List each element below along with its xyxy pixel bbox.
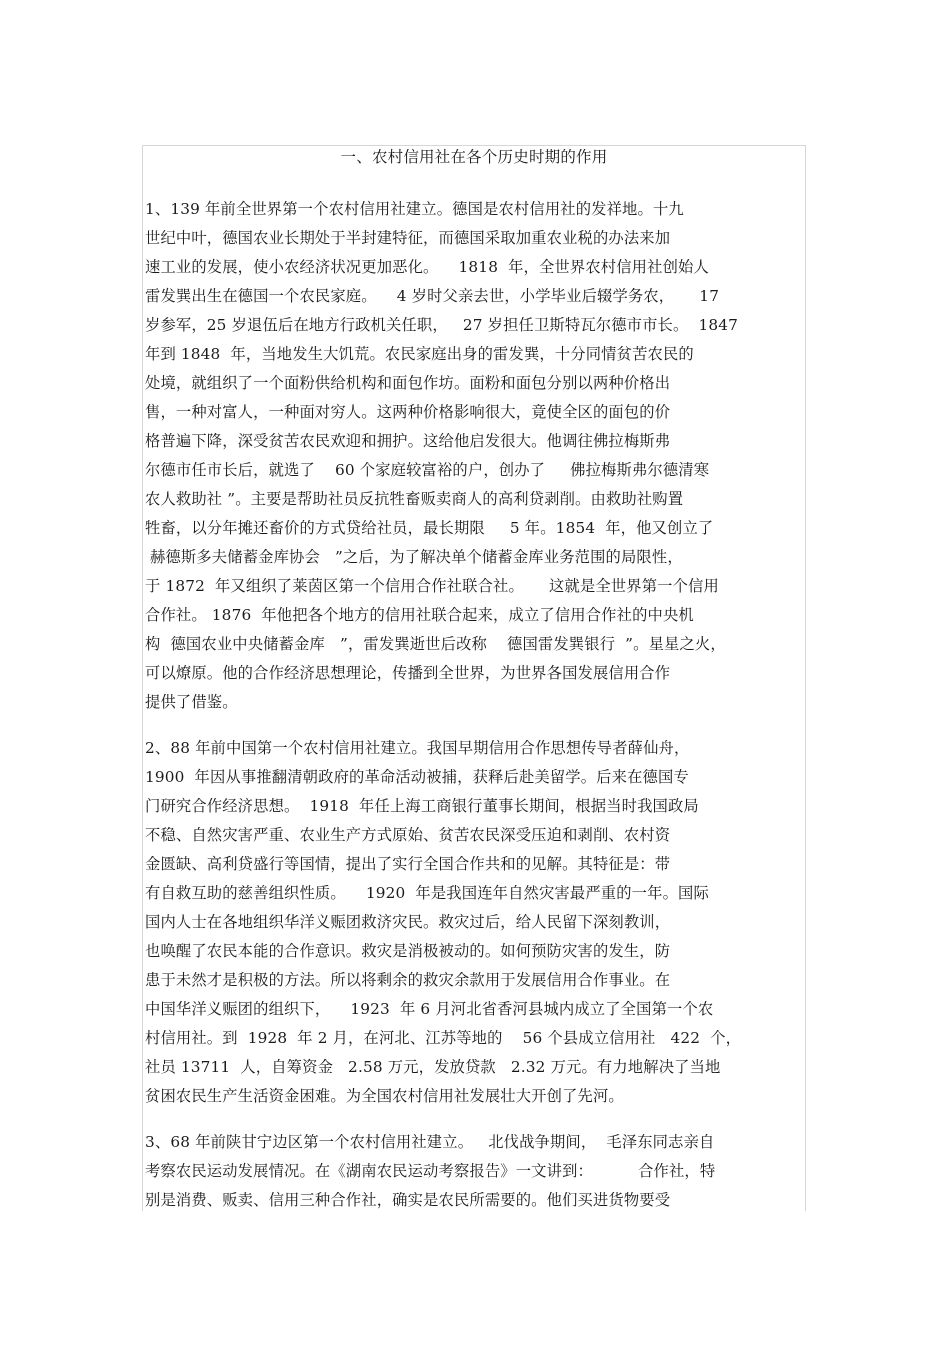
- text-line: 也唤醒了农民本能的合作意识。救灾是消极被动的。如何预防灾害的发生，防: [145, 942, 671, 960]
- paragraph-2: [145, 734, 809, 1111]
- text-line: 售，一种对富人，一种面对穷人。这两种价格影响很大，竟使全区的面包的价: [145, 403, 671, 421]
- text-line: 雷发巽出生在德国一个农民家庭。 4 岁时父亲去世，小学毕业后辍学务农， 17: [145, 287, 720, 305]
- text-line: 农人救助社 ”。主要是帮助社员反抗牲畜贩卖商人的高利贷剥削。由救助社购置: [145, 490, 684, 508]
- text-line: 考察农民运动发展情况。在《湖南农民运动考察报告》一文讲到： 合作社，特: [145, 1162, 716, 1180]
- text-line: 可以燎原。他的合作经济思想理论，传播到全世界，为世界各国发展信用合作: [145, 664, 671, 682]
- text-line: 构 德国农业中央储蓄金库 ”，雷发巽逝世后改称 德国雷发巽银行 ”。星星之火，: [145, 635, 726, 653]
- text-line: 门研究合作经济思想。 1918 年任上海工商银行董事长期间，根据当时我国政局: [145, 797, 699, 815]
- text-line: 尔德市任市长后，就选了 60 个家庭较富裕的户，创办了 佛拉梅斯弗尔德清寒: [145, 461, 710, 479]
- text-line: 赫德斯多夫储蓄金库协会 ”之后，为了解决单个储蓄金库业务范围的局限性，: [145, 548, 683, 566]
- text-line: 社员 13711 人，自筹资金 2.58 万元，发放贷款 2.32 万元。有力地解决了当地: [145, 1058, 721, 1076]
- text-line: 1、139 年前全世界第一个农村信用社建立。德国是农村信用社的发祥地。十九: [145, 200, 684, 218]
- text-line: 处境，就组织了一个面粉供给机构和面包作坊。面粉和面包分别以两种价格出: [145, 374, 671, 392]
- text-line: 患于未然才是积极的方法。所以将剩余的救灾余款用于发展信用合作事业。在: [145, 971, 671, 989]
- text-line: 2、88 年前中国第一个农村信用社建立。我国早期信用合作思想传导者薛仙舟，: [145, 739, 690, 757]
- paragraph-3: [145, 1128, 809, 1215]
- text-line: 世纪中叶，德国农业长期处于半封建特征，而德国采取加重农业税的办法来加: [145, 229, 671, 247]
- text-line: 不稳、自然灾害严重、农业生产方式原始、贫苦农民深受压迫和剥削、农村资: [145, 826, 671, 844]
- text-line: 合作社。 1876 年他把各个地方的信用社联合起来，成立了信用合作社的中央机: [145, 606, 694, 624]
- text-line: 岁参军，25 岁退伍后在地方行政机关任职， 27 岁担任卫斯特瓦尔德市市长。 1847: [145, 316, 739, 334]
- text-line: 贫困农民生产生活资金困难。为全国农村信用社发展壮大开创了先河。: [145, 1087, 624, 1105]
- text-line: 提供了借鉴。: [145, 693, 238, 711]
- document-title: 一、农村信用社在各个历史时期的作用: [340, 148, 608, 166]
- paragraph-1: [145, 195, 809, 717]
- text-line: 国内人士在各地组织华洋义赈团救济灾民。救灾过后，给人民留下深刻教训，: [145, 913, 671, 931]
- text-line: 村信用社。到 1928 年 2 月，在河北、江苏等地的 56 个县成立信用社 422 个，: [145, 1029, 742, 1047]
- text-line: 格普遍下降，深受贫苦农民欢迎和拥护。这给他启发很大。他调往佛拉梅斯弗: [145, 432, 671, 450]
- text-line: 1900 年因从事推翻清朝政府的革命活动被捕，获释后赴美留学。后来在德国专: [145, 768, 689, 786]
- text-line: 牲畜，以分年摊还畜价的方式贷给社员，最长期限 5 年。1854 年，他又创立了: [145, 519, 714, 537]
- text-line: 有自救互助的慈善组织性质。 1920 年是我国连年自然灾害最严重的一年。国际: [145, 884, 709, 902]
- text-line: 于 1872 年又组织了莱茵区第一个信用合作社联合社。 这就是全世界第一个信用: [145, 577, 719, 595]
- text-line: 别是消费、贩卖、信用三种合作社，确实是农民所需要的。他们买进货物要受: [145, 1191, 671, 1209]
- text-line: 金匮缺、高利贷盛行等国情，提出了实行全国合作共和的见解。其特征是：带: [145, 855, 671, 873]
- text-line: 年到 1848 年，当地发生大饥荒。农民家庭出身的雷发巽，十分同情贫苦农民的: [145, 345, 694, 363]
- text-line: 速工业的发展，使小农经济状况更加恶化。 1818 年，全世界农村信用社创始人: [145, 258, 709, 276]
- text-line: 中国华洋义赈团的组织下， 1923 年 6 月河北省香河县城内成立了全国第一个农: [145, 1000, 714, 1018]
- text-line: 3、68 年前陕甘宁边区第一个农村信用社建立。 北伐战争期间， 毛泽东同志亲自: [145, 1133, 715, 1151]
